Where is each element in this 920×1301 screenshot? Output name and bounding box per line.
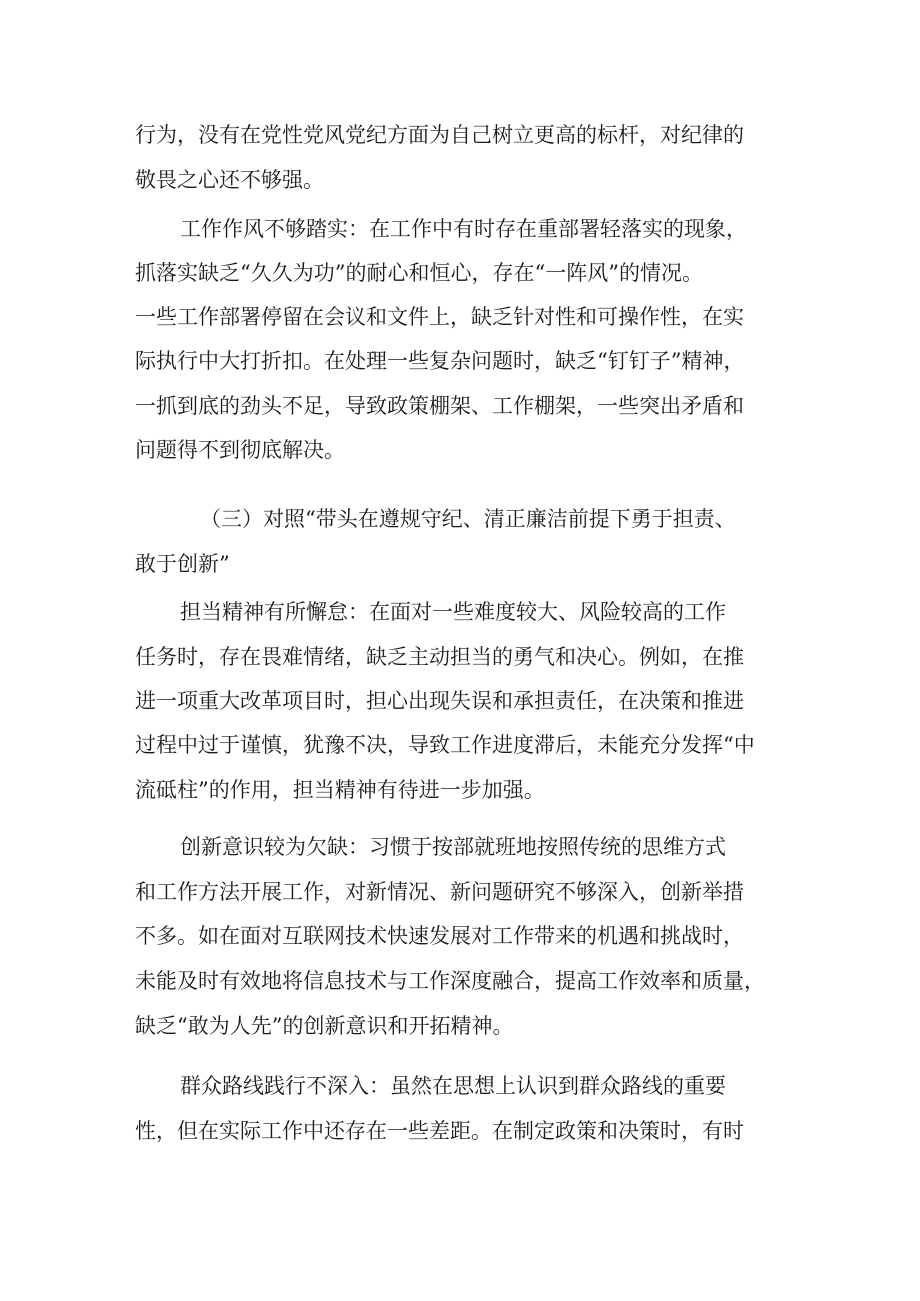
text-line: 群众路线践行不深入：虽然在思想上认识到群众路线的重要 xyxy=(180,1074,726,1098)
text-line: 性，但在实际工作中还存在一些差距。在制定政策和决策时，有时 xyxy=(135,1119,744,1143)
text-line: 一些工作部署停留在会议和文件上，缺乏针对性和可操作性，在实 xyxy=(135,305,744,329)
text-line: 未能及时有效地将信息技术与工作深度融合，提高工作效率和质量， xyxy=(135,969,765,993)
text-line: 缺乏“敢为人先”的创新意识和开拓精神。 xyxy=(135,1014,514,1038)
text-line: 工作作风不够踏实：在工作中有时存在重部署轻落实的现象， xyxy=(180,217,747,241)
text-line: 问题得不到彻底解决。 xyxy=(135,438,345,462)
text-line: 过程中过于谨慎，犹豫不决，导致工作进度滞后，未能充分发挥“中 xyxy=(135,733,755,757)
text-line: 际执行中大打折扣。在处理一些复杂问题时，缺乏“钉钉子”精神， xyxy=(135,349,745,373)
text-line: 和工作方法开展工作，对新情况、新问题研究不够深入，创新举措 xyxy=(135,880,744,904)
text-line: 任务时，存在畏难情绪，缺乏主动担当的勇气和决心。例如，在推 xyxy=(135,645,744,669)
text-line: 担当精神有所懈怠：在面对一些难度较大、风险较高的工作 xyxy=(180,600,726,624)
text-line: 行为，没有在党性党风党纪方面为自己树立更高的标杆，对纪律的 xyxy=(135,123,744,147)
text-line: 一抓到底的劲头不足，导致政策棚架、工作棚架，一些突出矛盾和 xyxy=(135,394,744,418)
text-line: 进一项重大改革项目时，担心出现失误和承担责任，在决策和推进 xyxy=(135,689,744,713)
text-line: 流砥柱”的作用，担当精神有待进一步加强。 xyxy=(135,778,545,802)
section-heading: 敢于创新” xyxy=(135,552,230,576)
text-line: 创新意识较为欠缺：习惯于按部就班地按照传统的思维方式 xyxy=(180,835,726,859)
text-line: 抓落实缺乏“久久为功”的耐心和恒心，存在“一阵风”的情况。 xyxy=(135,261,703,285)
text-line: 不多。如在面对互联网技术快速发展对工作带来的机遇和挑战时， xyxy=(135,924,744,948)
text-line: 敬畏之心还不够强。 xyxy=(135,168,324,192)
section-heading: （三）对照“带头在遵规守纪、清正廉洁前提下勇于担责、 xyxy=(200,507,736,531)
